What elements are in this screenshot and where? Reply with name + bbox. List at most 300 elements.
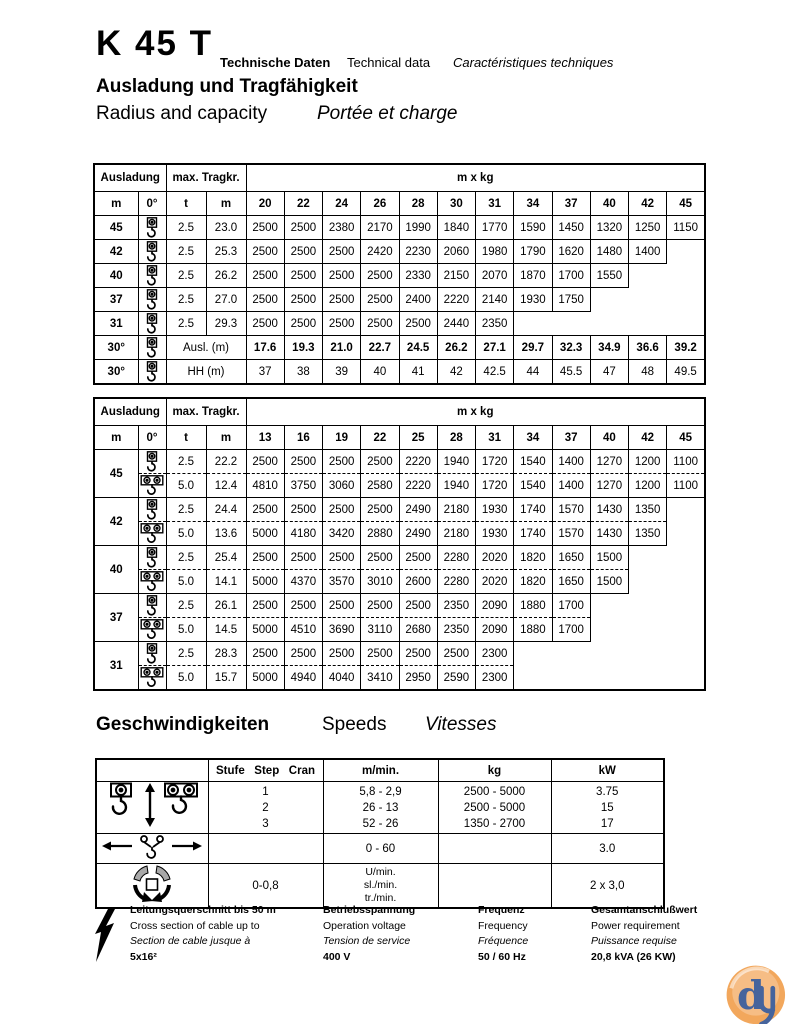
capacity-value: 2500	[284, 594, 322, 618]
capacity-value: 2500	[323, 288, 361, 312]
capacity-value: 2500	[284, 312, 322, 336]
empty-cell	[590, 642, 628, 666]
trolley-icon	[96, 834, 208, 864]
single-hook-icon	[138, 498, 166, 522]
capacity-value: 2280	[437, 570, 475, 594]
capacity-value: 1570	[552, 498, 590, 522]
capacity-value: 1200	[629, 474, 667, 498]
capacity-value: 48	[629, 360, 667, 385]
capacity-value: 45.5	[552, 360, 590, 385]
empty-cell	[514, 666, 552, 691]
capacity-value: 2500	[323, 312, 361, 336]
max-capacity-t: 2.5	[166, 216, 206, 240]
capacity-value: 2020	[476, 570, 514, 594]
trolley-power-kw: 3.0	[551, 834, 664, 864]
empty-cell	[590, 288, 628, 312]
radius-label: 45	[94, 216, 138, 240]
radius-label: 37	[94, 288, 138, 312]
capacity-value: 2500	[284, 288, 322, 312]
single-hook-icon	[138, 312, 166, 336]
capacity-value: 2500	[284, 642, 322, 666]
power-label-de: Gesamtanschlußwert	[591, 904, 698, 916]
capacity-value: 49.5	[667, 360, 705, 385]
capacity-value: 2950	[399, 666, 437, 691]
max-capacity-t: 2.5	[166, 498, 206, 522]
radius-column-header: 31	[476, 192, 514, 216]
capacity-value: 1740	[514, 498, 552, 522]
capacity-value: 2500	[361, 264, 399, 288]
cable-label-fr: Section de cable jusque à	[130, 935, 251, 947]
max-capacity-radius: 28.3	[206, 642, 246, 666]
capacity-value: 5000	[246, 570, 284, 594]
subheader-cell: m	[94, 426, 138, 450]
capacity-value: 1870	[514, 264, 552, 288]
capacity-row-two-fall	[94, 618, 705, 642]
speed-header-stufe: Stufe Step Cran	[208, 759, 323, 782]
capacity-value: 2220	[399, 474, 437, 498]
trolley-speed-mmin: 0 - 60	[323, 834, 438, 864]
capacity-value: 3690	[323, 618, 361, 642]
header-max-tragkr: max. Tragkr.	[166, 164, 246, 192]
capacity-value: 1100	[667, 450, 705, 474]
capacity-value: 2230	[399, 240, 437, 264]
max-capacity-radius: 13.6	[206, 522, 246, 546]
max-capacity-t: 5.0	[166, 570, 206, 594]
capacity-value: 1940	[437, 474, 475, 498]
speed-header-kg: kg	[438, 759, 551, 782]
capacity-value: 1320	[590, 216, 628, 240]
capacity-value: 41	[399, 360, 437, 385]
radius-label: 40	[94, 264, 138, 288]
capacity-value: 2500	[323, 450, 361, 474]
capacity-value: 2220	[399, 450, 437, 474]
double-hook-icon	[138, 570, 166, 594]
subheader-cell: m	[206, 192, 246, 216]
capacity-value: 2500	[246, 498, 284, 522]
capacity-value: 2490	[399, 498, 437, 522]
capacity-header-row	[94, 398, 705, 426]
capacity-value: 1880	[514, 594, 552, 618]
capacity-subheader-row	[94, 426, 705, 450]
hoist-speed-row	[96, 782, 664, 834]
max-capacity-radius: 26.2	[206, 264, 246, 288]
capacity-value: 26.2	[437, 336, 475, 360]
capacity-value: 1940	[437, 450, 475, 474]
capacity-value: 17.6	[246, 336, 284, 360]
empty-cell	[590, 312, 628, 336]
max-capacity-radius: 26.1	[206, 594, 246, 618]
max-capacity-t: 2.5	[166, 642, 206, 666]
max-capacity-t: 2.5	[166, 312, 206, 336]
trolley-kg-cell	[438, 834, 551, 864]
empty-cell	[667, 618, 705, 642]
slewing-icon	[96, 864, 208, 909]
hoist-loads-kg: 2500 - 5000 2500 - 5000 1350 - 2700	[438, 782, 551, 834]
capacity-value: 1930	[476, 498, 514, 522]
capacity-value: 2350	[476, 312, 514, 336]
capacity-value: 2500	[323, 240, 361, 264]
capacity-value: 1540	[514, 450, 552, 474]
capacity-value: 2490	[399, 522, 437, 546]
cable-value: 5x16²	[130, 950, 157, 963]
capacity-value: 32.3	[552, 336, 590, 360]
speeds-section-title-de: Geschwindigkeiten	[96, 714, 270, 735]
capacity-value: 2500	[246, 216, 284, 240]
capacity-value: 2180	[437, 498, 475, 522]
capacity-value: 1570	[552, 522, 590, 546]
max-capacity-t: 5.0	[166, 666, 206, 691]
capacity-value: 47	[590, 360, 628, 385]
capacity-value: 2400	[399, 288, 437, 312]
radius-column-header: 40	[590, 426, 628, 450]
radius-column-header: 13	[246, 426, 284, 450]
capacity-value: 1720	[476, 450, 514, 474]
capacity-value: 5000	[246, 522, 284, 546]
single-hook-icon	[138, 288, 166, 312]
row-label: Ausl. (m)	[166, 336, 246, 360]
capacity-value: 3420	[323, 522, 361, 546]
capacity-row-single-fall	[94, 498, 705, 522]
capacity-value: 1540	[514, 474, 552, 498]
capacity-value: 34.9	[590, 336, 628, 360]
subheader-cell: m	[206, 426, 246, 450]
max-capacity-radius: 27.0	[206, 288, 246, 312]
capacity-value: 1700	[552, 264, 590, 288]
capacity-row-single-fall	[94, 594, 705, 618]
capacity-value: 42.5	[476, 360, 514, 385]
capacity-value: 2070	[476, 264, 514, 288]
capacity-value: 2220	[437, 288, 475, 312]
capacity-value: 2500	[361, 546, 399, 570]
empty-cell	[629, 570, 667, 594]
capacity-row-two-fall	[94, 570, 705, 594]
capacity-value: 2330	[399, 264, 437, 288]
capacity-value: 3060	[323, 474, 361, 498]
radius-column-header: 19	[323, 426, 361, 450]
row-label: HH (m)	[166, 360, 246, 385]
subheader-cell: 0°	[138, 426, 166, 450]
capacity-value: 38	[284, 360, 322, 385]
capacity-value: 1720	[476, 474, 514, 498]
capacity-value: 2380	[323, 216, 361, 240]
capacity-value: 21.0	[323, 336, 361, 360]
power-requirement-info	[591, 903, 697, 965]
capacity-value: 2500	[284, 450, 322, 474]
capacity-value: 29.7	[514, 336, 552, 360]
header-mxkg: m x kg	[246, 164, 705, 192]
slewing-power-kw: 2 x 3,0	[551, 864, 664, 909]
capacity-row-two-fall	[94, 474, 705, 498]
capacity-value: 2880	[361, 522, 399, 546]
capacity-value: 3010	[361, 570, 399, 594]
capacity-value: 2020	[476, 546, 514, 570]
radius-label: 42	[94, 498, 138, 546]
capacity-value: 2350	[437, 594, 475, 618]
capacity-value: 2500	[284, 264, 322, 288]
max-capacity-t: 2.5	[166, 450, 206, 474]
empty-cell	[667, 570, 705, 594]
trolley-speed-row	[96, 834, 664, 864]
trolley-step-cell	[208, 834, 323, 864]
max-capacity-radius: 15.7	[206, 666, 246, 691]
capacity-table-two-fall	[93, 397, 706, 691]
empty-cell	[552, 312, 590, 336]
frequency-value: 50 / 60 Hz	[478, 950, 526, 963]
capacity-value: 2500	[361, 288, 399, 312]
capacity-subheader-row	[94, 192, 705, 216]
caption-french: Caractéristiques techniques	[453, 55, 614, 70]
capacity-value: 2590	[437, 666, 475, 691]
max-capacity-radius: 25.3	[206, 240, 246, 264]
capacity-value: 19.3	[284, 336, 322, 360]
capacity-value: 1450	[552, 216, 590, 240]
capacity-value: 1930	[514, 288, 552, 312]
double-hook-icon	[138, 474, 166, 498]
capacity-value: 2140	[476, 288, 514, 312]
radius-label: 40	[94, 546, 138, 594]
single-hook-icon	[138, 336, 166, 360]
angle-label: 30°	[94, 336, 138, 360]
radius-column-header: 42	[629, 192, 667, 216]
capacity-value: 2580	[361, 474, 399, 498]
empty-cell	[667, 498, 705, 522]
radius-section-title-fr: Portée et charge	[317, 103, 458, 124]
radius-column-header: 37	[552, 192, 590, 216]
capacity-value: 4940	[284, 666, 322, 691]
frequency-label-de: Frequenz	[478, 904, 525, 916]
empty-cell	[629, 264, 667, 288]
capacity-value: 2500	[284, 546, 322, 570]
speed-table-header-row	[96, 759, 664, 782]
capacity-value: 2060	[437, 240, 475, 264]
ausl-row	[94, 336, 705, 360]
radius-column-header: 16	[284, 426, 322, 450]
page-title: K 45 T	[96, 24, 214, 63]
empty-cell	[667, 240, 705, 264]
capacity-value: 2300	[476, 666, 514, 691]
capacity-value: 5000	[246, 618, 284, 642]
hh-row	[94, 360, 705, 385]
max-capacity-t: 2.5	[166, 288, 206, 312]
max-capacity-radius: 14.1	[206, 570, 246, 594]
capacity-value: 1930	[476, 522, 514, 546]
double-hook-icon	[138, 666, 166, 691]
max-capacity-radius: 12.4	[206, 474, 246, 498]
max-capacity-radius: 24.4	[206, 498, 246, 522]
capacity-value: 2500	[323, 264, 361, 288]
capacity-value: 2500	[246, 240, 284, 264]
voltage-label-fr: Tension de service	[323, 935, 411, 947]
empty-cell	[629, 546, 667, 570]
capacity-value: 2500	[361, 312, 399, 336]
radius-column-header: 45	[667, 426, 705, 450]
capacity-value: 2500	[323, 546, 361, 570]
cable-label-de: Leitungsquerschnitt bis 50 m	[130, 904, 276, 916]
radius-column-header: 31	[476, 426, 514, 450]
capacity-value: 3750	[284, 474, 322, 498]
angle-label: 30°	[94, 360, 138, 385]
radius-column-header: 26	[361, 192, 399, 216]
capacity-value: 2420	[361, 240, 399, 264]
cable-info	[130, 903, 276, 965]
max-capacity-radius: 22.2	[206, 450, 246, 474]
slewing-speed-range: 0-0,8	[208, 864, 323, 909]
capacity-row-two-fall	[94, 522, 705, 546]
speeds-section-title-fr: Vitesses	[425, 714, 497, 735]
power-label-en: Power requirement	[591, 919, 680, 932]
speed-header-kw: kW	[551, 759, 664, 782]
radius-section-title-en: Radius and capacity	[96, 103, 268, 124]
capacity-value: 1270	[590, 450, 628, 474]
empty-cell	[629, 618, 667, 642]
power-label-fr: Puissance requise	[591, 935, 677, 947]
capacity-value: 2500	[246, 450, 284, 474]
header-max-tragkr: max. Tragkr.	[166, 398, 246, 426]
radius-column-header: 40	[590, 192, 628, 216]
radius-column-header: 22	[284, 192, 322, 216]
max-capacity-t: 2.5	[166, 594, 206, 618]
capacity-value: 1430	[590, 498, 628, 522]
capacity-value: 2280	[437, 546, 475, 570]
max-capacity-t: 5.0	[166, 522, 206, 546]
speed-table	[95, 758, 665, 909]
single-hook-icon	[138, 216, 166, 240]
empty-cell	[629, 288, 667, 312]
capacity-value: 2500	[323, 642, 361, 666]
capacity-value: 2500	[246, 288, 284, 312]
single-hook-icon	[138, 360, 166, 385]
empty-cell	[590, 594, 628, 618]
capacity-value: 40	[361, 360, 399, 385]
capacity-value: 2500	[323, 498, 361, 522]
capacity-row	[94, 216, 705, 240]
single-hook-icon	[138, 642, 166, 666]
empty-cell	[667, 288, 705, 312]
capacity-value: 2350	[437, 618, 475, 642]
capacity-value: 2170	[361, 216, 399, 240]
capacity-value: 24.5	[399, 336, 437, 360]
radius-column-header: 42	[629, 426, 667, 450]
capacity-value: 39	[323, 360, 361, 385]
svg-text:d: d	[736, 973, 765, 1020]
speed-header-icon-cell	[96, 759, 208, 782]
capacity-value: 2500	[361, 642, 399, 666]
capacity-table-single-fall	[93, 163, 706, 385]
speed-header-mmin: m/min.	[323, 759, 438, 782]
capacity-value: 1500	[590, 546, 628, 570]
header-ausladung: Ausladung	[94, 398, 166, 426]
max-capacity-radius: 29.3	[206, 312, 246, 336]
capacity-value: 3410	[361, 666, 399, 691]
double-hook-icon	[138, 522, 166, 546]
max-capacity-t: 5.0	[166, 618, 206, 642]
hoist-steps: 1 2 3	[208, 782, 323, 834]
double-hook-icon	[138, 618, 166, 642]
empty-cell	[667, 522, 705, 546]
empty-cell	[667, 264, 705, 288]
watermark-logo	[716, 960, 790, 1024]
capacity-value: 1200	[629, 450, 667, 474]
capacity-value: 1700	[552, 594, 590, 618]
power-value: 20,8 kVA (26 KW)	[591, 950, 676, 963]
hoist-power-kw: 3.75 15 17	[551, 782, 664, 834]
max-capacity-radius: 23.0	[206, 216, 246, 240]
capacity-value: 4810	[246, 474, 284, 498]
capacity-value: 1550	[590, 264, 628, 288]
empty-cell	[590, 666, 628, 691]
capacity-value: 3570	[323, 570, 361, 594]
capacity-value: 1350	[629, 522, 667, 546]
capacity-value: 1150	[667, 216, 705, 240]
capacity-value: 2500	[399, 312, 437, 336]
capacity-value: 1620	[552, 240, 590, 264]
frequency-label-fr: Fréquence	[478, 935, 529, 947]
cable-label-en: Cross section of cable up to	[130, 919, 260, 932]
capacity-value: 2500	[246, 312, 284, 336]
radius-column-header: 34	[514, 192, 552, 216]
radius-column-header: 22	[361, 426, 399, 450]
capacity-value: 1740	[514, 522, 552, 546]
subheader-cell: t	[166, 426, 206, 450]
capacity-value: 1770	[476, 216, 514, 240]
single-hook-icon	[138, 240, 166, 264]
max-capacity-radius: 14.5	[206, 618, 246, 642]
capacity-value: 2500	[361, 450, 399, 474]
capacity-row	[94, 264, 705, 288]
slewing-units: U/min. sl./min. tr./min.	[323, 864, 438, 909]
capacity-row-single-fall	[94, 450, 705, 474]
capacity-value: 4510	[284, 618, 322, 642]
capacity-value: 1400	[552, 474, 590, 498]
radius-column-header: 30	[437, 192, 475, 216]
capacity-value: 2500	[246, 264, 284, 288]
capacity-value: 2090	[476, 594, 514, 618]
capacity-value: 1350	[629, 498, 667, 522]
max-capacity-t: 5.0	[166, 474, 206, 498]
capacity-header-row	[94, 164, 705, 192]
capacity-row	[94, 312, 705, 336]
capacity-value: 1980	[476, 240, 514, 264]
capacity-value: 37	[246, 360, 284, 385]
capacity-value: 42	[437, 360, 475, 385]
capacity-value: 3110	[361, 618, 399, 642]
max-capacity-t: 2.5	[166, 546, 206, 570]
subheader-cell: t	[166, 192, 206, 216]
capacity-value: 2500	[284, 498, 322, 522]
empty-cell	[667, 594, 705, 618]
lightning-icon	[92, 906, 118, 969]
radius-column-header: 20	[246, 192, 284, 216]
voltage-label-de: Betriebsspannung	[323, 904, 416, 916]
capacity-value: 39.2	[667, 336, 705, 360]
voltage-value: 400 V	[323, 950, 351, 963]
capacity-value: 36.6	[629, 336, 667, 360]
capacity-value: 1400	[629, 240, 667, 264]
capacity-value: 2680	[399, 618, 437, 642]
capacity-value: 2440	[437, 312, 475, 336]
hoist-icon	[96, 782, 208, 834]
slewing-speed-row	[96, 864, 664, 909]
capacity-value: 1750	[552, 288, 590, 312]
capacity-value: 2500	[437, 642, 475, 666]
capacity-value: 2500	[246, 594, 284, 618]
max-capacity-t: 2.5	[166, 240, 206, 264]
capacity-value: 2600	[399, 570, 437, 594]
header-mxkg: m x kg	[246, 398, 705, 426]
radius-section-title-de: Ausladung und Tragfähigkeit	[96, 76, 358, 97]
radius-column-header: 37	[552, 426, 590, 450]
capacity-value: 1270	[590, 474, 628, 498]
